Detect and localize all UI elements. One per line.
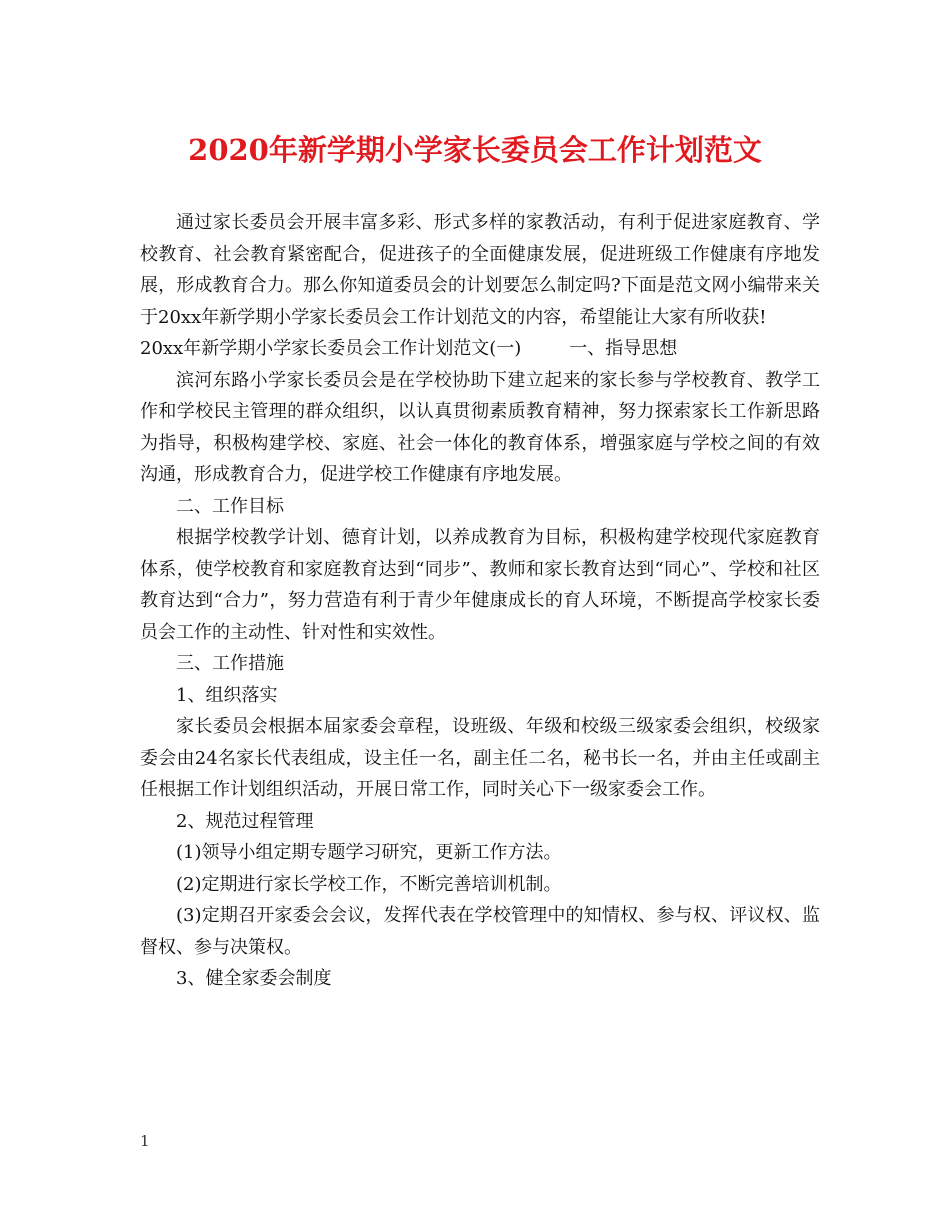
document-title: 2020年新学期小学家长委员会工作计划范文 bbox=[188, 133, 762, 167]
list-item: (1)领导小组定期专题学习研究，更新工作方法。 bbox=[176, 842, 562, 863]
subheading-committee-system: 3、健全家委会制度 bbox=[176, 968, 332, 989]
subheading-process-management: 2、规范过程管理 bbox=[176, 810, 314, 832]
paragraph-guiding-ideology: 滨河东路小学家长委员会是在学校协助下建立起来的家长参与学校教育、教学工作和学校民主管理的群众组织，以认真贯彻素质教育精神，努力探索家长工作新思路为指导，积极构建学校、家庭、社会一体化的教育体系，增强家庭与学校之间的有效沟通，形成教育合力，促进学校工作健康有序地发展。 bbox=[140, 369, 820, 485]
section-title-line bbox=[140, 333, 820, 365]
intro-paragraph: 通过家长委员会开展丰富多彩、形式多样的家教活动，有利于促进家庭教育、学校教育、社会教育紧密配合，促进孩子的全面健康发展，促进班级工作健康有序地发展，形成教育合力。那么你知道委员会的计划要怎么制定吗?下面是范文网小编带来关于20xx年新学期小学家长委员会工作计划范文的内容，希望能让大家有所收获! bbox=[140, 212, 820, 328]
page-number: 1 bbox=[140, 1132, 150, 1150]
document-body bbox=[140, 207, 820, 995]
list-item: (2)定期进行家长学校工作，不断完善培训机制。 bbox=[176, 873, 562, 895]
paragraph-work-goals: 根据学校教学计划、德育计划，以养成教育为目标，积极构建学校现代家庭教育体系，使学校教育和家庭教育达到“同步”、教师和家长教育达到“同心”、学校和社区教育达到“合力”，努力营造有利于青少年健康成长的育人环境，不断提高学校家长委员会工作的主动性、针对性和实效性。 bbox=[140, 527, 820, 643]
list-item: (3)定期召开家委会会议，发挥代表在学校管理中的知情权、参与权、评议权、监督权、参与决策权。 bbox=[140, 905, 820, 958]
subheading-organization: 1、组织落实 bbox=[176, 684, 278, 706]
heading-guiding-ideology: 一、指导思想 bbox=[569, 338, 678, 359]
section-title: 20xx年新学期小学家长委员会工作计划范文(一) bbox=[140, 338, 522, 359]
paragraph-organization: 家长委员会根据本届家委会章程，设班级、年级和校级三级家委会组织，校级家委会由24名家长代表组成，设主任一名，副主任二名，秘书长一名，并由主任或副主任根据工作计划组织活动，开展日常工作，同时关心下一级家委会工作。 bbox=[140, 716, 820, 800]
heading-work-goals: 二、工作目标 bbox=[176, 495, 284, 517]
heading-work-measures: 三、工作措施 bbox=[176, 653, 284, 674]
